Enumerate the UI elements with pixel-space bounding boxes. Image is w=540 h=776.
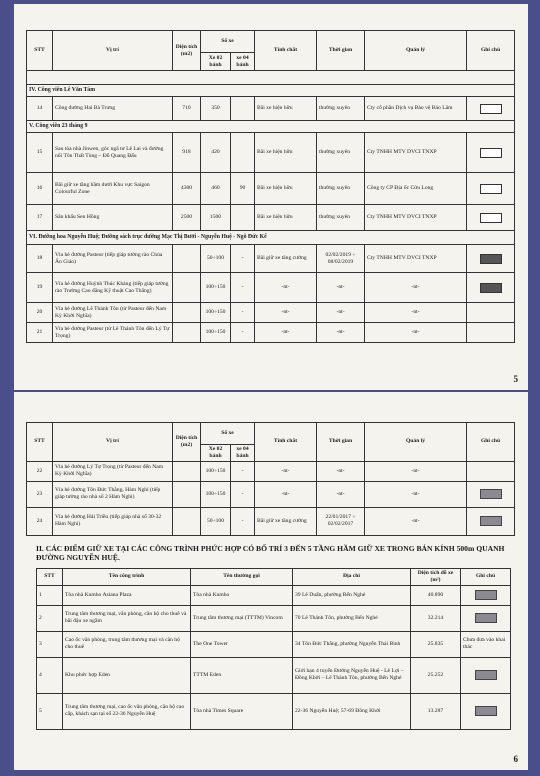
- table-row: 18 Vỉa hè đường Pasteur (tiếp giáp tường rào Chùa Ấn Giáo) 50÷100 - Bãi giữ xe tăng cường 02/02/2019 ÷ 08/02/2019 Cty TNHH MTV DVCI TNXP: [27, 245, 515, 273]
- col-stt: STT: [27, 31, 53, 71]
- table-row: 24 Vỉa hè đường Hải Triều (tiếp giáp nhà số 30-32 Hàm Nghi) 50÷100 - Bãi giữ xe tăng cường 22/01/2017 ÷ 02/02/2017 -nt-: [27, 507, 515, 535]
- note-swatch: [480, 254, 502, 264]
- table-row: 21 Vỉa hè đường Pasteur (từ Lê Thánh Tôn đến Lý Tự Trọng) 100÷150 - -nt- -nt- -nt-: [27, 323, 515, 343]
- document-page-5: [14, 4, 528, 390]
- page-number: 6: [513, 754, 518, 764]
- table-row: 17 Sân khấu Sen Hồng 2500 1500 Bãi xe hiện hữu thường xuyên Cty TNHH MTV DVCI TNXP: [27, 205, 515, 231]
- col-xe04: xe 04 bánh: [231, 53, 255, 71]
- col-vitri: Vị trí: [53, 31, 173, 71]
- note-swatch: [480, 516, 502, 526]
- table-row: 19 Vỉa hè đường Huỳnh Thúc Kháng (tiếp giáp tường rào Trường Cao đẳng Kỹ thuật Cao Thắng) 100÷150 - -nt- -nt- -nt-: [27, 273, 515, 303]
- parking-table-page5: [26, 30, 515, 343]
- note-swatch: [480, 489, 502, 499]
- col-xe02: Xe 02 bánh: [201, 53, 231, 71]
- table-row: 5 Trung tâm thương mại, cao ốc văn phòng, căn hộ cao cấp, khách sạn tại số 22-36 Nguyễn Huệ Tòa nhà Times Square 22-36 Nguyễn Huệ; 57-69 Đồng Khởi 13.287: [37, 693, 511, 729]
- table-row: 20 Vỉa hè đường Lê Thánh Tôn (từ Pasteur đến Nam Kỳ Khởi Nghĩa) 100÷150 - -nt- -nt- -nt-: [27, 303, 515, 323]
- table-row: 23 Vỉa hè đường Tôn Đức Thắng, Hàm Nghi (tiếp giáp tường rào nhà số 2 Hàm Nghi) 100÷150 - -nt- -nt- -nt-: [27, 481, 515, 507]
- col-thoigian: Thời gian: [317, 31, 365, 71]
- table-row: 14 Công đường Hai Bà Trưng 710 350 Bãi xe hiện hữu thường xuyên Cty cổ phần Dịch vụ Bảo vệ Bảo Lâm: [27, 97, 515, 121]
- table-row: 4 Khu phức hợp Eden TTTM Eden Giới hạn 4 tuyến Đường Nguyễn Huệ - Lê Lợi – Đồng Khởi – Lê Thánh Tôn, phường Bến Nghé 25.252: [37, 657, 511, 693]
- section-heading: V. Công viên 23 tháng 9: [27, 121, 515, 133]
- table-row: 15 Sau tòa nhà Jinwen, góc ngã tư Lê Lai và đường nối Tôn Thất Tùng – Đỗ Quang Đẩu 918 420 Bãi xe hiện hữu thường xuyên Cty TNHH MTV DVCI TNXP: [27, 133, 515, 173]
- table-row: 22 Vỉa hè đường Lý Tự Trọng (từ Pasteur đến Nam Kỳ Khởi Nghĩa) 100÷150 - -nt- -nt- -nt-: [27, 461, 515, 481]
- note-swatch: [480, 283, 502, 293]
- note-swatch: [480, 148, 502, 158]
- parking-table-page6: STT Vị trí Diện tích (m2) Số xe Tính chất Thời gian Quản lý Ghi chú Xe 02 bánh xe 04 bánh 22 Vỉa hè đường Lý Tự Trọng (từ Pasteur đến Nam Kỳ Khởi Nghĩa) 100÷150 - -nt- -nt- -nt- 23 Vỉa hè đường Tôn Đức Thắng, Hàm Nghi (tiếp giáp tường rào nhà số 2 Hàm Nghi) 100÷150 - -nt- -nt- -nt- 24 Vỉa hè đường Hải Triều (tiếp giáp nhà số 30-32 Hàm Nghi) 50÷100 - Bãi giữ xe tăng cường 22/01/2017 ÷ 02/02/2017 -nt-: [26, 422, 515, 536]
- table-row: 3 Cao ốc văn phòng, trung tâm thương mại và căn hộ cho thuê The One Tower 34 Tôn Đức Thắng, phường Nguyễn Thái Bình 25.835 Chưa đưa vào khai thác: [37, 631, 511, 657]
- col-soxe: Số xe: [201, 31, 255, 53]
- page-number: 5: [513, 374, 518, 384]
- col-tinhchat: Tính chất: [255, 31, 317, 71]
- note-swatch: [475, 590, 497, 600]
- table-row: 1 Tòa nhà Kumho Asiana Plaza Tòa nhà Kumho 39 Lê Duẩn, phường Bến Nghé 40.890: [37, 585, 511, 605]
- note-swatch: [475, 670, 497, 680]
- table-row: 16 Bãi giữ xe tầng hầm dưới Khu vực Saigon Colourful Zone 4300 460 90 Bãi xe hiện hữu thường xuyên Công ty CP Địa ốc Cửu Long: [27, 173, 515, 205]
- note-swatch: [475, 706, 497, 716]
- col-quanly: Quản lý: [365, 31, 467, 71]
- col-dientich: Diện tích (m2): [173, 31, 201, 71]
- note-swatch: [480, 104, 502, 114]
- complex-parking-table: STT Tên công trình Tên thường gọi Địa chỉ Diện tích đỗ xe (m²) Ghi chú 1 Tòa nhà Kumho Asiana Plaza Tòa nhà Kumho 39 Lê Duẩn, phường Bến Nghé 40.890 2 Trung tâm thương mại, văn phòng, căn hộ cho thuê và bãi đậu xe ngầm Trung tâm thương mại (TTTM) Vincom 70 Lê Thánh Tôn, phường Bến Nghé 32.214 3 Cao ốc văn phòng, trung tâm thương mại và căn hộ cho thuê The One Tower 34 Tôn Đức Thắng, phường Nguyễn Thái Bình 25.835 Chưa đưa vào khai thác 4 Khu phức hợp Eden TTTM Eden Giới hạn 4 tuyến Đường Nguyễn Huệ - Lê Lợi – Đồng Khởi – Lê Thánh Tôn, phường Bến Nghé 25.252 5 Trung tâm thương mại, cao ốc văn phòng, căn hộ cao cấp, khách sạn tại số 22-36 Nguyễn Huệ Tòa nhà Times Square 22-36 Nguyễn Huệ; 57-69 Đồng Khởi 13.287: [36, 568, 511, 730]
- document-page-6: [14, 392, 528, 770]
- note-swatch: [475, 613, 497, 623]
- section-heading: VI. Đường hoa Nguyễn Huệ; Đường sách trục đường Mạc Thị Bưởi - Nguyễn Huệ - Ngô Đức Kế: [27, 231, 515, 245]
- note-swatch: [480, 213, 502, 223]
- section-heading: IV. Công viên Lê Văn Tám: [27, 85, 515, 97]
- col-ghichu: Ghi chú: [467, 31, 515, 71]
- table-row: 2 Trung tâm thương mại, văn phòng, căn hộ cho thuê và bãi đậu xe ngầm Trung tâm thương mại (TTTM) Vincom 70 Lê Thánh Tôn, phường Bến Nghé 32.214: [37, 605, 511, 631]
- section-heading-ii: II. CÁC ĐIỂM GIỮ XE TẠI CÁC CÔNG TRÌNH PHỨC HỢP CÓ BỐ TRÍ 3 ĐẾN 5 TẦNG HẦM GIỮ XE TRONG BÁN KÍNH 500m QUANH ĐƯỜNG NGUYỄN HUỆ.: [36, 544, 505, 563]
- note-swatch: [480, 184, 502, 194]
